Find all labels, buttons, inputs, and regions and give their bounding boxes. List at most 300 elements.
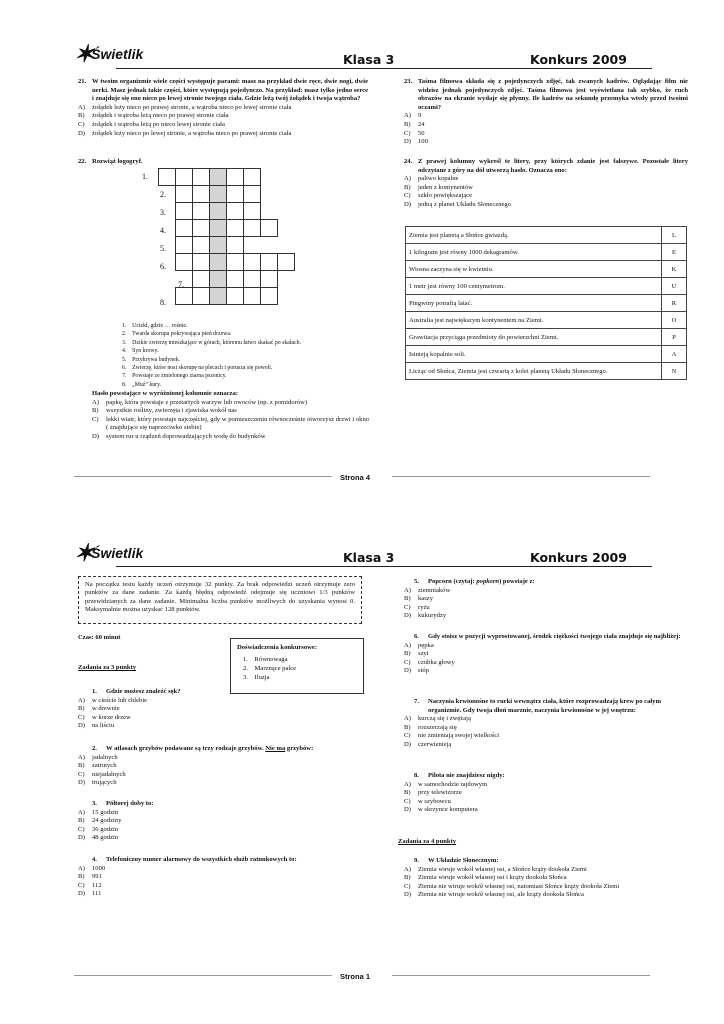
option-text: 24 godziny [92, 817, 122, 825]
option-text: w cieście lub chlebie [92, 696, 148, 704]
experiment-item: 1. Równowaga [243, 656, 288, 663]
answer-option[interactable] [404, 781, 688, 790]
option-text: kukurydzy [418, 612, 447, 620]
section-3-points: Zadania za 3 punkty [78, 664, 137, 671]
statement-row[interactable] [406, 346, 687, 363]
answer-option[interactable] [78, 882, 368, 891]
option-letter: C) [404, 658, 411, 666]
option-text: czubka głowy [418, 658, 455, 666]
logogryph-cell[interactable] [193, 254, 210, 271]
logogryph-empty [261, 169, 278, 186]
logogryph-cell[interactable] [261, 254, 278, 271]
option-text: stóp [418, 667, 429, 675]
logogryph-row-number: 5. [160, 244, 166, 253]
answer-option[interactable] [78, 890, 368, 899]
logogryph-cell[interactable] [244, 220, 261, 237]
option-text: system rur u rządzeń doprowadzających wodę do budynków [106, 432, 266, 440]
time-limit: Czas: 60 minut [78, 634, 121, 641]
option-letter: D) [92, 432, 99, 440]
option-text: 15 godzin [92, 808, 119, 816]
answer-option[interactable] [78, 817, 368, 826]
logogryph-clue: 6. Zwierzę, które nosi skorupę na plecach i porusza się powoli. [122, 365, 273, 372]
option-letter: A) [404, 715, 411, 723]
option-text: Ziemia wiruje wokół własnej osi i krąży dookoła Słońca [418, 874, 567, 882]
page-number-1: Strona 1 [340, 972, 371, 981]
question-21: 21. W twoim organizmie wiele części występuje parami: masz na przykład dwie ręce, dwie nogi, dwie nerki. Masz jednak takie części, które występują pojedynczo. Na przykład: masz tylko jedno serce i znajduje się ono nieco po lewej stronie twojego ciała. Gdzie leżą twój żołądek i twoja wątroba? A) żołądek leży nieco po prawej stronie, a wątroba nieco po lewej stronie ciała B) żołądek i wątroba leżą nieco po prawej stronie ciała C) żołądek i wątroba leżą po nieco lewej stronie ciała D) żołądek leży nieco po lewej stronie, a wątroba nieco po prawej stronie ciała [78, 78, 368, 137]
logogryph-cell[interactable] [210, 271, 227, 288]
question-2: 2. W atlasach grzybów podawane są trzy rodzaje grzybów. Nie ma grzybów: A) jadalnych B) zatrutych C) niejadalnych D) trujących [78, 745, 368, 788]
star-icon: ✶ [74, 41, 95, 68]
answer-option[interactable] [404, 612, 688, 621]
answer-option[interactable] [404, 724, 688, 733]
option-letter: A) [92, 398, 99, 406]
option-text: w drewnie [92, 705, 120, 713]
answer-option[interactable] [78, 121, 368, 130]
question-6: 6. Gdy stoisz w pozycji wyprostowanej, środek ciężkości twojego ciała znajduje się najbliżej: A) pępka B) szyi C) czubka głowy D) stóp [404, 633, 688, 676]
answer-option[interactable] [404, 121, 688, 130]
header-rule-2 [116, 566, 652, 567]
question-7: 7. Naczynia krwionośne to rurki wewnątrz ciała, które rozprowadzają krew po całym organizmie. Gdy twoja dłoń marznie, naczynia krwionośne w jej wnętrzu: A) kurczą się i zwężają B) rozszerzają się C) nie zmieniają swojej wielkości D) czerwienieją [404, 698, 688, 750]
option-letter: A) [404, 175, 411, 183]
logogryph-empty [261, 237, 278, 254]
statement-letter[interactable]: R [662, 295, 687, 312]
option-text: kurczą się i zwężają [418, 715, 471, 723]
logogryph-empty [244, 237, 261, 254]
logogryph-cell[interactable] [176, 186, 193, 203]
option-text: Ziemia nie wiruje wokół własnej osi, natomiast Słońce krąży dookoła Ziemi [418, 882, 620, 890]
logogryph-cell[interactable] [193, 220, 210, 237]
section-4-points: Zadania za 4 punkty [398, 838, 457, 845]
logogryph-empty [278, 220, 295, 237]
logogryph-row-number: 2. [160, 190, 166, 199]
logogryph-clue: 4. Syn krowy. [122, 348, 159, 355]
logogryph-cell[interactable] [227, 237, 244, 254]
logogryph-cell[interactable] [176, 169, 193, 186]
statement-letter[interactable]: U [662, 278, 687, 295]
footer-rule-left [74, 476, 332, 477]
option-text: żołądek i wątroba leżą po nieco lewej stronie ciała [92, 120, 225, 128]
logogryph-row-number: 6. [160, 262, 166, 271]
option-text: 36 godzin [92, 825, 119, 833]
option-letter: D) [404, 891, 411, 899]
answer-option[interactable] [78, 865, 368, 874]
logogryph-cell[interactable] [261, 220, 278, 237]
option-letter: D) [78, 129, 85, 137]
option-letter: C) [78, 770, 85, 778]
logogryph-cell[interactable] [193, 169, 210, 186]
page-number-4: Strona 4 [340, 473, 371, 482]
option-text: lekki wiatr, który powstaje najczęściej, gdy w pomieszczeniu równocześnie otworzysz drzwi i okno ( znajdujące się naprzeciwko siebie) [106, 415, 370, 432]
option-text: w skrzynce komputera [418, 806, 478, 814]
statement-row[interactable] [406, 278, 687, 295]
option-text: zatrutych [92, 762, 117, 770]
logogryph-row-number: 4. [160, 226, 166, 235]
option-letter: A) [78, 753, 85, 761]
logogryph-row-number: 7. [178, 280, 184, 289]
experiment-item: 2. Marznące palce [243, 665, 297, 672]
class-label-2: Klasa 3 [343, 550, 395, 565]
logogryph-cell[interactable] [261, 271, 278, 288]
option-letter: C) [404, 882, 411, 890]
true-false-table [405, 226, 687, 380]
swietlik-logo: ✶Świetlik [74, 41, 144, 68]
contest-label: Konkurs 2009 [530, 52, 627, 67]
logogryph-cell[interactable] [176, 203, 193, 220]
experiments-box: Doświadczenia konkursowe: 1. Równowaga 2. Marznące palce 3. Iluzja [230, 638, 364, 694]
option-letter: C) [404, 732, 411, 740]
logogryph-cell[interactable] [193, 203, 210, 220]
logogryph-empty [159, 203, 176, 220]
logogryph-cell[interactable] [227, 254, 244, 271]
option-text: na liściu [92, 722, 115, 730]
logogryph-cell[interactable] [176, 237, 193, 254]
contest-label-2: Konkurs 2009 [530, 550, 627, 565]
logogryph-empty [278, 203, 295, 220]
option-letter: C) [404, 129, 411, 137]
answer-option[interactable] [404, 642, 688, 651]
option-letter: D) [78, 779, 85, 787]
option-letter: A) [404, 780, 411, 788]
answer-option[interactable] [404, 659, 688, 668]
option-letter: B) [404, 789, 411, 797]
answer-option[interactable] [92, 416, 372, 433]
logogryph-cell[interactable] [193, 271, 210, 288]
statement-letter[interactable]: K [662, 261, 687, 278]
option-text: jedną z planet Układu Słonecznego [418, 200, 512, 208]
option-text: 100 [418, 138, 428, 146]
logogryph-empty [159, 186, 176, 203]
option-text: ryżu [418, 603, 430, 611]
option-text: 1000 [92, 864, 106, 872]
answer-option[interactable] [404, 732, 688, 741]
logogryph-empty [278, 169, 295, 186]
option-text: ziemniaków [418, 586, 451, 594]
rules-box: Na początku testu każdy uczeń otrzymuje 32 punkty. Za brak odpowiedzi uczeń otrzymuje zero punktów za dane zadanie. Za każdą błędną odpowiedź odejmuje się uczniowi 1/3 punktów przewidzianych za dane zadanie. Minimalna liczba punktów możliwych do uzyskania wynosi 0. Maksymalnie można uzyskać 128 punktów. [78, 576, 362, 624]
answer-option[interactable] [78, 705, 368, 714]
option-letter: D) [78, 834, 85, 842]
answer-option[interactable] [404, 650, 688, 659]
statement-row[interactable] [406, 312, 687, 329]
logogryph-cell[interactable] [227, 169, 244, 186]
option-letter: A) [404, 641, 411, 649]
logogryph-cell[interactable] [159, 169, 176, 186]
answer-option[interactable] [92, 399, 372, 408]
option-text: 9 [418, 112, 422, 120]
statement-row[interactable] [406, 363, 687, 380]
logogryph-clue: 3. Dzikie zwierzę mieszkające w górach, któremu łatwo skakać po skałach. [122, 339, 301, 346]
option-letter: B) [78, 873, 85, 881]
option-text: rozszerzają się [418, 723, 457, 731]
option-text: w samochodzie rajdowym [418, 780, 488, 788]
option-letter: B) [78, 705, 85, 713]
logogryph-cell[interactable] [244, 186, 261, 203]
question-9: 9. W Układzie Słonecznym: A) Ziemia wiruje wokół własnej osi, a Słońce krąży dookoła Ziemi B) Ziemia wiruje wokół własnej osi i krąży dookoła Słońca C) Ziemia nie wiruje wokół własnej osi, natomiast Słońce krąży dookoła Ziemi D) Ziemia nie wiruje wokół własnej osi, ale krąży dookoła Słońca [404, 857, 694, 900]
answer-option[interactable] [78, 130, 368, 139]
logogryph-clue: 8. „Muź” kury. [122, 381, 162, 388]
logogryph-row-number: 3. [160, 208, 166, 217]
option-letter: C) [404, 192, 411, 200]
logogryph-cell[interactable] [244, 288, 261, 305]
option-text: 24 [418, 120, 425, 128]
option-letter: D) [404, 740, 411, 748]
logogryph-cell[interactable] [210, 169, 227, 186]
option-letter: B) [78, 112, 85, 120]
statement-row[interactable] [406, 295, 687, 312]
logogryph-cell[interactable] [210, 288, 227, 305]
logogryph-cell[interactable] [227, 203, 244, 220]
logogryph-empty [159, 271, 176, 288]
logogryph-empty [159, 220, 176, 237]
question-22-answer [92, 390, 372, 442]
statement-text: 1 metr jest równy 100 centymetrom. [406, 278, 662, 295]
logogryph-clue: 5. Przykrywa budynek. [122, 356, 181, 363]
footer-rule-right-2 [392, 975, 650, 976]
answer-option[interactable] [404, 175, 688, 184]
option-text: żołądek leży nieco po lewej stronie, a wątroba nieco po prawej stronie ciała [92, 129, 292, 137]
logogryph-cell[interactable] [210, 186, 227, 203]
answer-option[interactable] [404, 138, 688, 147]
option-letter: B) [404, 650, 411, 658]
option-text: wszystkie rośliny, zwierzęta i zjawiska wokół nas [106, 407, 237, 415]
answer-option[interactable] [404, 874, 694, 883]
logogryph-empty [176, 271, 193, 288]
answer-option[interactable] [78, 697, 368, 706]
option-text: 112 [92, 881, 102, 889]
option-text: niejadalnych [92, 770, 126, 778]
statement-row[interactable] [406, 261, 687, 278]
logogryph-clues [122, 322, 372, 389]
logogryph-clue: 7. Powstaje ze zmielonego ziarna pszenicy. [122, 373, 227, 380]
logogryph-empty [261, 186, 278, 203]
logogryph-empty [278, 237, 295, 254]
question-3: 3. Półtorej doby to: A) 15 godzin B) 24 godziny C) 36 godzin D) 48 godzin [78, 800, 368, 843]
statement-row[interactable] [406, 329, 687, 346]
option-letter: C) [404, 797, 411, 805]
option-letter: A) [78, 864, 85, 872]
logogryph-cell[interactable] [210, 220, 227, 237]
option-text: czerwienieją [418, 740, 452, 748]
option-letter: A) [404, 586, 411, 594]
option-letter: D) [78, 722, 85, 730]
option-letter: D) [404, 667, 411, 675]
option-letter: D) [404, 200, 411, 208]
answer-option[interactable] [78, 112, 368, 121]
footer-rule-left-2 [74, 975, 332, 976]
logogryph-cell[interactable] [210, 237, 227, 254]
option-letter: A) [78, 103, 85, 111]
swietlik-logo-2: ✶Świetlik [74, 540, 144, 567]
option-letter: A) [404, 865, 411, 873]
option-text: 48 godzin [92, 834, 119, 842]
option-text: 50 [418, 129, 425, 137]
statement-letter[interactable]: N [662, 363, 687, 380]
logogryph-cell[interactable] [176, 288, 193, 305]
answer-option[interactable] [404, 595, 688, 604]
statement-row[interactable] [406, 227, 687, 244]
answer-option[interactable] [404, 789, 688, 798]
option-letter: D) [404, 806, 411, 814]
logogryph-cell[interactable] [193, 237, 210, 254]
option-letter: B) [92, 407, 99, 415]
question-1: 1. Gdzie możesz znaleźć sęk? A) w cieście lub chlebie B) w drewnie C) w korze drzew D) na liściu [78, 688, 368, 731]
answer-option[interactable] [78, 714, 368, 723]
answer-option[interactable] [78, 834, 368, 843]
answer-option[interactable] [404, 130, 688, 139]
statement-letter[interactable]: A [662, 346, 687, 363]
logogryph-row-number: 8. [160, 298, 166, 307]
statement-text: Licząc od Słońca, Ziemia jest czwartą z kolei planetą Układu Słonecznego. [406, 363, 662, 380]
answer-option[interactable] [78, 809, 368, 818]
option-text: w szybowcu [418, 797, 451, 805]
statement-row[interactable] [406, 244, 687, 261]
option-text: 991 [92, 873, 102, 881]
statement-text: Australia jest największym kontynentem na Ziemi. [406, 312, 662, 329]
logogryph-cell[interactable] [244, 254, 261, 271]
answer-option[interactable] [404, 806, 688, 815]
logogryph-grid [158, 168, 295, 305]
logogryph-cell[interactable] [193, 186, 210, 203]
header-rule [116, 68, 652, 69]
logogryph-cell[interactable] [244, 203, 261, 220]
answer-option[interactable] [404, 587, 688, 596]
logogryph-cell[interactable] [227, 186, 244, 203]
answer-option[interactable] [78, 722, 368, 731]
logogryph-row-number: 1. [142, 172, 148, 181]
option-text: 111 [92, 890, 102, 898]
answer-option[interactable] [78, 762, 368, 771]
option-letter: D) [404, 138, 411, 146]
answer-option[interactable] [404, 192, 688, 201]
statement-letter[interactable]: L [662, 227, 687, 244]
statement-text: 1 kilogram jest równy 1000 dekagramów. [406, 244, 662, 261]
logogryph-cell[interactable] [278, 254, 295, 271]
answer-option[interactable] [78, 771, 368, 780]
option-letter: A) [404, 112, 411, 120]
question-4: 4. Telefoniczny numer alarmowy do wszystkich służb ratunkowych to: A) 1000 B) 991 C) 112 D) 111 [78, 856, 368, 899]
logogryph-cell[interactable] [227, 288, 244, 305]
option-letter: C) [78, 881, 85, 889]
answer-option[interactable] [92, 433, 372, 442]
answer-option[interactable] [78, 754, 368, 763]
option-text: szyi [418, 650, 429, 658]
option-text: papkę, która powstaje z przetartych warzyw lub owoców (np. z pomidorów) [106, 398, 308, 406]
experiment-item: 3. Iluzja [243, 674, 270, 681]
option-letter: A) [78, 808, 85, 816]
logogryph-cell[interactable] [193, 288, 210, 305]
statement-text: Istnieją kopalnie soli. [406, 346, 662, 363]
statement-text: Ziemia jest planetą a Słońce gwiazdą. [406, 227, 662, 244]
logogryph-cell[interactable] [176, 220, 193, 237]
logogryph-clue: 2. Twarda skorupa pokrywająca pień drzewa. [122, 331, 232, 338]
class-label: Klasa 3 [343, 52, 395, 67]
logogryph-cell[interactable] [210, 203, 227, 220]
option-letter: B) [78, 817, 85, 825]
answer-option[interactable] [78, 779, 368, 788]
star-icon: ✶ [74, 540, 95, 567]
question-23: 23. Taśma filmowa składa się z pojedynczych zdjęć, tak zwanych kadrów. Oglądając film nie widzisz jednak pojedynczych zdjęć. Taśma filmowa jest wyświetlana tak szybko, że ruch obrazów na ekranie wydaje się płynny. Ile kadrów na sekundę przemyka wtedy przed twoimi oczami? A) 9 B) 24 C) 50 D) 100 [404, 78, 688, 146]
option-text: jadalnych [92, 753, 118, 761]
option-text: trujących [92, 779, 117, 787]
option-letter: D) [404, 612, 411, 620]
logogryph-empty [261, 203, 278, 220]
option-letter: B) [404, 183, 411, 191]
answer-option[interactable] [404, 891, 694, 900]
answer-option[interactable] [78, 826, 368, 835]
logogryph-empty [159, 254, 176, 271]
statement-text: Wiosna zaczyna się w kwietniu. [406, 261, 662, 278]
logogryph-cell[interactable] [244, 169, 261, 186]
option-text: przy telewizorze [418, 789, 462, 797]
answer-option[interactable] [78, 873, 368, 882]
logogryph-empty [159, 237, 176, 254]
option-letter: B) [404, 874, 411, 882]
option-letter: C) [92, 415, 99, 423]
logogryph-cell[interactable] [261, 288, 278, 305]
answer-option[interactable] [78, 104, 368, 113]
question-8: 8. Pilota nie znajdziesz nigdy: A) w samochodzie rajdowym B) przy telewizorze C) w szybowcu D) w skrzynce komputera [404, 772, 688, 815]
option-letter: B) [404, 120, 411, 128]
statement-text: Pingwiny potrafią latać. [406, 295, 662, 312]
option-letter: B) [78, 762, 85, 770]
statement-letter[interactable]: E [662, 244, 687, 261]
answer-option[interactable] [92, 407, 372, 416]
option-text: żołądek i wątroba leżą nieco po prawej stronie ciała [92, 112, 229, 120]
option-text: w korze drzew [92, 713, 131, 721]
answer-option[interactable] [404, 604, 688, 613]
question-5: 5. Popcorn (czytaj: popkorn) powstaje z: A) ziemniaków B) kaszy C) ryżu D) kukurydzy [404, 578, 688, 621]
option-letter: C) [78, 825, 85, 833]
answer-option[interactable] [404, 798, 688, 807]
option-text: paliwo kopalne [418, 175, 459, 183]
option-letter: D) [78, 890, 85, 898]
question-22: 22. Rozwiąż logogryf. [78, 158, 143, 165]
option-text: kaszy [418, 595, 434, 603]
logogryph-cell[interactable] [244, 271, 261, 288]
statement-text: Grawitacja przyciąga przedmioty do powierzchni Ziemi. [406, 329, 662, 346]
logogryph-question: Hasło powstające w wyróżnionej kolumnie oznacza: [92, 390, 238, 397]
option-text: Ziemia nie wiruje wokół własnej osi, ale krąży dookoła Słońca [418, 891, 584, 899]
answer-option[interactable] [404, 883, 694, 892]
question-24: 24. Z prawej kolumny wykreśl te litery, przy których zdanie jest fałszywe. Pozostałe litery odczytane z góry na dół utworzą hasło. Oznacza ono: A) paliwo kopalne B) jeden z kontynentów C) szkło powiększające D) jedną z planet Układu Słonecznego [404, 158, 688, 208]
answer-option[interactable] [404, 715, 688, 724]
option-text: szkło powiększające [418, 192, 473, 200]
logogryph-clue: 1. Uciekł, gdzie … rośnie. [122, 323, 188, 329]
logogryph-empty [278, 288, 295, 305]
answer-option[interactable] [404, 866, 694, 875]
footer-rule-right [392, 476, 650, 477]
option-text: żołądek leży nieco po prawej stronie, a wątroba nieco po lewej stronie ciała [92, 103, 292, 111]
answer-option[interactable] [404, 112, 688, 121]
option-letter: C) [78, 713, 85, 721]
option-text: nie zmieniają swojej wielkości [418, 732, 500, 740]
option-text: jeden z kontynentów [418, 183, 473, 191]
answer-option[interactable] [404, 667, 688, 676]
statement-letter[interactable]: O [662, 312, 687, 329]
logogryph-cell[interactable] [210, 254, 227, 271]
statement-letter[interactable]: P [662, 329, 687, 346]
logogryph-cell[interactable] [176, 254, 193, 271]
option-text: Ziemia wiruje wokół własnej osi, a Słońce krąży dookoła Ziemi [418, 865, 587, 873]
option-letter: C) [78, 120, 85, 128]
answer-option[interactable] [404, 184, 688, 193]
logogryph-empty [278, 186, 295, 203]
logogryph-cell[interactable] [227, 271, 244, 288]
logogryph-cell[interactable] [227, 220, 244, 237]
answer-option[interactable] [404, 741, 688, 750]
logogryph-empty [278, 271, 295, 288]
answer-option[interactable] [404, 201, 688, 210]
option-letter: B) [404, 723, 411, 731]
